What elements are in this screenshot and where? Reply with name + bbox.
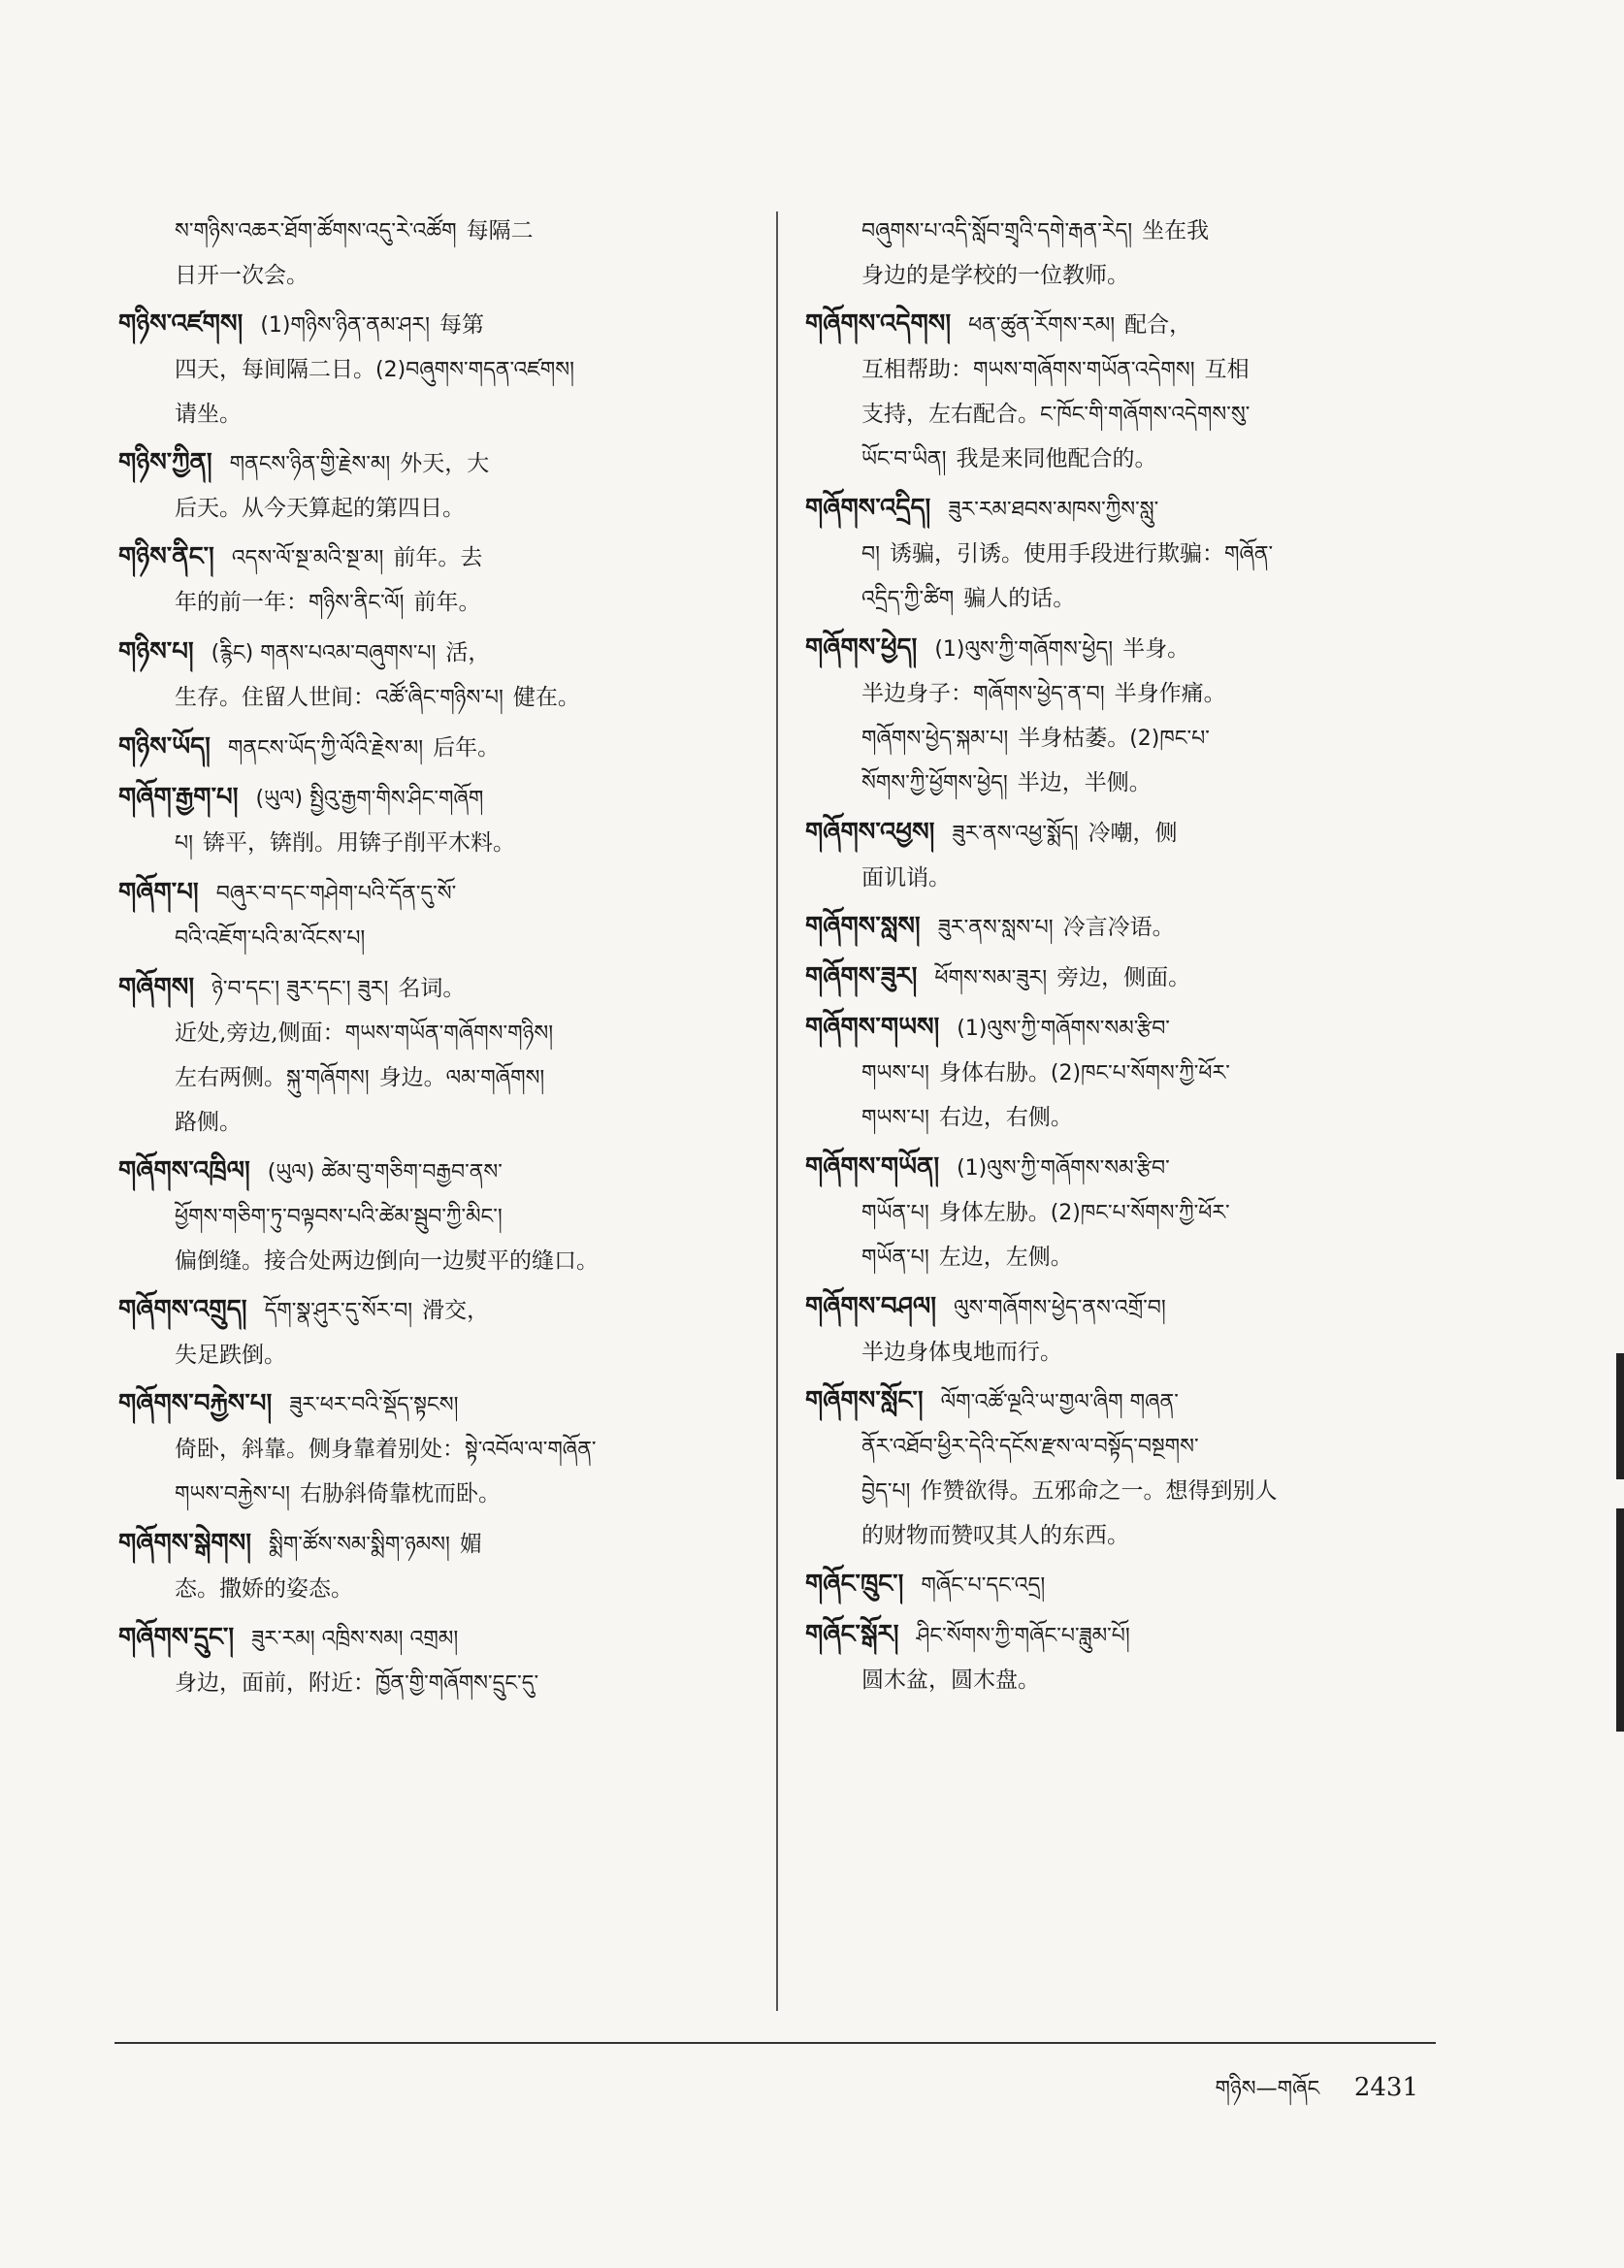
entry-line (118, 1472, 739, 1516)
chinese-gloss: 偏倒缝。接合处两边倒向一边熨平的缝口。 (175, 1248, 599, 1274)
chinese-gloss: 我是来同他配合的。 (956, 446, 1157, 471)
chinese-gloss: 冷嘲，侧 (1088, 821, 1178, 846)
headword: གཞོགས་གཡས། (805, 1013, 940, 1042)
entry-line (805, 487, 1445, 532)
entry-line (118, 1288, 739, 1333)
tibetan-definition: བཞུར་བ་དང་གཤེག་པའི་དོན་དུ་སོ་ (215, 882, 457, 906)
column-divider (776, 211, 778, 2011)
entry-line (118, 871, 739, 916)
chinese-gloss: 名词。 (398, 976, 466, 1001)
dictionary-entry (805, 1006, 1445, 1140)
chinese-gloss: 后年。 (433, 735, 501, 761)
tibetan-definition: འཚོ་ཞིང་གཉིས་པ། (375, 686, 503, 710)
dictionary-entry (805, 303, 1445, 481)
tibetan-definition: ཟུར་རམ། འཁྲིས་སམ། འགྲམ། (251, 1627, 459, 1651)
entry-line (118, 1567, 739, 1610)
entry-line (118, 1382, 739, 1427)
tibetan-definition: ཕན་ཚུན་རོགས་རམ། (968, 313, 1116, 338)
entry-line (805, 1051, 1445, 1095)
entry-line (805, 1285, 1445, 1330)
headword: གཉིས་པ། (118, 637, 194, 666)
tibetan-definition: (2)བཞུགས་གདན་འཛགས། (375, 358, 574, 382)
running-head-text: གཉིས—གཞོང (1215, 2077, 1320, 2101)
tibetan-definition: གནངས་ཉིན་གྱི་རྗེས་མ། (229, 452, 391, 476)
chinese-gloss: 圆木盆，圆木盘。 (861, 1668, 1040, 1693)
tibetan-definition: ཕྱོགས་གཅིག་ཏུ་བལྟབས་པའི་ཚེམ་སྦུབ་ཀྱི་མིང་། (175, 1205, 503, 1229)
chinese-gloss: 半边身子： (861, 681, 973, 706)
tibetan-definition: དོག་སྣ་ཤུར་དུ་སོར་བ། (264, 1299, 413, 1323)
chinese-gloss: 日开一次会。 (175, 263, 309, 288)
tibetan-definition: (2)ཁང་པ་སོགས་ཀྱི་ཕོར་ (1050, 1061, 1230, 1085)
tibetan-definition: ལོག་འཚོ་ལྔའི་ཡ་གྱལ་ཞིག གཞན་ (940, 1390, 1179, 1414)
headword: གཞོགས་འདེགས། (805, 309, 952, 339)
entry-line (118, 1333, 739, 1377)
entry-line (805, 1190, 1445, 1235)
chinese-gloss: 诱骗，引诱。使用手段进行欺骗： (890, 541, 1224, 567)
headword: གཞོགས་འགྲུད། (118, 1295, 247, 1324)
chinese-gloss: 活， (445, 640, 491, 665)
tibetan-definition: གཡས་པ། (861, 1106, 929, 1130)
entry-line (118, 1661, 739, 1705)
dictionary-entry (118, 1522, 739, 1610)
dictionary-entry (118, 1288, 739, 1377)
chinese-gloss: 倚卧，斜靠。侧身靠着别处： (175, 1437, 465, 1462)
chinese-gloss: 互相帮助： (861, 357, 973, 382)
tibetan-definition: གཡས་བརྐྱེས་པ། (175, 1482, 290, 1507)
chinese-gloss: 后天。从今天算起的第四日。 (175, 496, 465, 521)
entry-line (805, 437, 1445, 481)
dictionary-entry (118, 776, 739, 865)
chinese-gloss: 前年。 (413, 590, 481, 615)
tibetan-definition: (1)ལུས་ཀྱི་གཞོགས་སམ་རྩིབ་ (957, 1017, 1170, 1041)
entry-line (805, 347, 1445, 392)
entry-line (805, 856, 1445, 899)
chinese-gloss: 坐在我 (1142, 218, 1210, 243)
page-number: 2431 (1353, 2073, 1418, 2102)
headword: གཞོགས་ཕྱེད། (805, 633, 918, 663)
entry-line (805, 1613, 1445, 1658)
dictionary-entry (805, 1146, 1445, 1280)
tibetan-definition: བྱེད་པ། (861, 1479, 911, 1504)
chinese-gloss: 媚 (459, 1532, 482, 1557)
chinese-gloss: 前年。去 (393, 545, 483, 570)
dictionary-entry (118, 966, 739, 1144)
headword: གཞོང་སྒོར། (805, 1620, 899, 1649)
entry-line (118, 486, 739, 530)
dictionary-entry (118, 209, 739, 297)
entry-line (118, 776, 739, 821)
tibetan-definition: འདས་ལོ་སྔ་མའི་སྔ་མ། (231, 546, 384, 570)
entry-line (805, 532, 1445, 576)
tibetan-definition: ཡོང་བ་ཡིན། (861, 447, 947, 471)
chinese-gloss: 四天，每间隔二日。 (175, 357, 375, 382)
chinese-gloss: 半身枯萎。 (1018, 726, 1130, 751)
tibetan-definition: ནོར་འཐོབ་ཕྱིར་དེའི་དངོས་རྫས་ལ་བསྟོད་བསྔགས་ (861, 1435, 1199, 1459)
entry-line (805, 671, 1445, 716)
headword: གཞོགས་སློང་། (805, 1386, 924, 1415)
tibetan-definition: གཡས་པ། (861, 1061, 929, 1085)
headword: གཞོགས་སླས། (805, 912, 921, 941)
chinese-gloss: 半身作痛。 (1114, 681, 1226, 706)
chinese-gloss: 左右两侧。 (175, 1065, 286, 1090)
chinese-gloss: 互相 (1204, 357, 1250, 382)
chinese-gloss: 滑交， (422, 1298, 490, 1323)
headword: གཞོག་རྒྱག་པ། (118, 783, 239, 812)
tibetan-definition: (2)ཁང་པ་སོགས་ཀྱི་ཕོར་ (1050, 1201, 1230, 1225)
entry-line (118, 347, 739, 392)
headword: གཞོགས་ཟུར། (805, 962, 918, 991)
entry-line (118, 966, 739, 1011)
headword: གཞོགས། (118, 973, 195, 1002)
tibetan-definition: གཉིས་ནིང་ལོ། (309, 591, 405, 615)
dictionary-entry (805, 905, 1445, 950)
chinese-gloss: 半边身体曳地而行。 (861, 1340, 1062, 1365)
tibetan-definition: ཕོགས་སམ་ཟུར། (934, 966, 1048, 990)
edge-mark (1616, 1353, 1624, 1479)
entry-line (805, 1146, 1445, 1190)
headword: གཞོགས་སྒེགས། (118, 1529, 251, 1558)
chinese-gloss: 失足跌倒。 (175, 1343, 286, 1368)
entry-line (805, 1563, 1445, 1607)
tibetan-definition: གཞོགས་ཕྱེད་ན་བ། (973, 682, 1105, 706)
chinese-gloss: 年的前一年： (175, 590, 309, 615)
dictionary-entry (118, 726, 739, 770)
entry-line (118, 1427, 739, 1472)
entry-line (805, 1469, 1445, 1513)
tibetan-definition: སྨིག་ཚོས་སམ་སྨིག་ཉམས། (269, 1533, 450, 1557)
tibetan-definition: ཉེ་བ་དང་། ཟུར་དང་། ཟུར། (211, 977, 389, 1001)
tibetan-definition: གཡས་གཡོན་གཞོགས་གཉིས། (344, 1021, 554, 1046)
tibetan-definition: གཞོང་པ་དང་འདྲ། (921, 1573, 1046, 1598)
headword: གཞོགས་གཡོན། (805, 1152, 940, 1182)
tibetan-definition: (རྙིང) གནས་པའམ་བཞུགས་པ། (211, 641, 437, 665)
entry-line (805, 1006, 1445, 1051)
chinese-gloss: 作赞欲得。五邪命之一。想得到别人 (920, 1478, 1278, 1504)
tibetan-definition: ས་གཉིས་འཆར་ཐོག་ཚོགས་འདུ་རེ་འཚོག (175, 219, 457, 243)
dictionary-entry (805, 956, 1445, 1000)
tibetan-definition: སོགས་ཀྱི་ཕྱོགས་ཕྱེད། (861, 771, 1008, 795)
tibetan-definition: ཟུར་རམ་ཐབས་མཁས་ཀྱིས་སླུ་ (948, 498, 1159, 522)
entry-line (118, 1055, 739, 1100)
chinese-gloss: 身体右胁。 (938, 1060, 1051, 1085)
chinese-gloss: 半边，半侧。 (1017, 770, 1152, 795)
chinese-gloss: 每隔二 (466, 218, 534, 243)
entry-line (805, 1235, 1445, 1280)
entry-line (805, 253, 1445, 297)
tibetan-definition: བ། (861, 542, 880, 567)
entry-line (118, 303, 739, 347)
dictionary-entry (805, 1563, 1445, 1607)
entry-line (118, 1011, 739, 1055)
entry-line (118, 1616, 739, 1661)
chinese-gloss: 路侧。 (175, 1110, 242, 1135)
chinese-gloss: 近处,旁边,侧面： (175, 1021, 345, 1046)
tibetan-definition: གཡོན་པ། (861, 1246, 929, 1270)
headword: གཞོང་ཁྲུང་། (805, 1570, 904, 1599)
headword: གཞོགས་དྲུང་། (118, 1623, 235, 1652)
chinese-gloss: 半身。 (1122, 636, 1190, 662)
chinese-gloss: 面讥诮。 (861, 865, 951, 891)
entry-line (118, 392, 739, 436)
tibetan-definition: གཞོན་ (1224, 542, 1274, 567)
entry-line (805, 627, 1445, 671)
chinese-gloss: 旁边，侧面。 (1056, 965, 1191, 990)
chinese-gloss: 骗人的话。 (963, 586, 1076, 611)
headword: གཞོག་པ། (118, 878, 199, 907)
chinese-gloss: 每第 (438, 312, 484, 338)
tibetan-definition: (1)ལུས་ཀྱི་གཞོགས་སམ་རྩིབ་ (957, 1156, 1170, 1181)
tibetan-definition: སྐུ་གཞོགས། (286, 1066, 370, 1090)
dictionary-entry (118, 871, 739, 960)
chinese-gloss: 身边，面前，附近： (175, 1670, 375, 1696)
entry-line (118, 1150, 739, 1194)
tibetan-definition: ལུས་གཞོགས་ཕྱེད་ནས་འགྲོ་བ། (954, 1296, 1166, 1320)
dictionary-entry (805, 1379, 1445, 1557)
tibetan-definition: ཟུར་ནས་སླས་པ། (937, 916, 1054, 940)
right-column (805, 209, 1445, 1707)
dictionary-entry (118, 303, 739, 436)
chinese-gloss: 右胁斜倚靠枕而卧。 (299, 1481, 501, 1507)
tibetan-definition: འདྲིད་ཀྱི་ཚིག (861, 587, 955, 611)
headword: གཉིས་ནིང་། (118, 542, 214, 571)
chinese-gloss: 健在。 (512, 685, 580, 710)
tibetan-definition: ཁྱོན་གྱི་གཞོགས་དྲུང་དུ་ (375, 1671, 539, 1696)
tibetan-definition: གཡས་གཞོགས་གཡོན་འདེགས། (973, 358, 1195, 382)
chinese-gloss: 身边。 (378, 1065, 446, 1090)
chinese-gloss: 生存。住留人世间： (175, 685, 375, 710)
tibetan-definition: (ཡུལ) སྤྱིའུ་རྒྱག་གིས་ཤིང་གཞོག (255, 787, 484, 811)
entry-line (118, 1194, 739, 1239)
entry-line (118, 821, 739, 865)
entry-line (805, 956, 1445, 1000)
entry-line (118, 1100, 739, 1144)
entry-line (118, 580, 739, 625)
entry-line (805, 1095, 1445, 1140)
chinese-gloss: 外天，大 (400, 451, 490, 476)
headword: གཞོགས་བརྐྱེས་པ། (118, 1389, 273, 1418)
tibetan-definition: གཞོགས་ཕྱེད་སྐམ་པ། (861, 727, 1009, 751)
chinese-gloss: 锛平，锛削。用锛子削平木料。 (203, 830, 515, 856)
dictionary-entry (118, 1382, 739, 1516)
edge-mark (1616, 1508, 1624, 1732)
entry-line (118, 209, 739, 253)
entry-line (805, 1513, 1445, 1557)
entry-line (118, 1239, 739, 1282)
dictionary-entry (805, 209, 1445, 297)
chinese-gloss: 态。撒娇的姿态。 (175, 1576, 353, 1602)
chinese-gloss: 右边，右侧。 (938, 1105, 1073, 1130)
chinese-gloss: 支持，左右配合。 (861, 402, 1040, 427)
tibetan-definition: སྟེ་འབོལ་ལ་གཞོན་ (465, 1438, 597, 1462)
tibetan-definition: བའི་འཇོག་པའི་མ་འོངས་པ། (175, 926, 366, 951)
entry-line (805, 1424, 1445, 1469)
running-head (1215, 2064, 1418, 2124)
entry-line (805, 392, 1445, 437)
dictionary-entry (805, 1613, 1445, 1701)
dictionary-entry (118, 441, 739, 530)
tibetan-definition: (1)ལུས་ཀྱི་གཞོགས་ཕྱེད། (934, 637, 1114, 662)
headword: གཞོགས་བཤལ། (805, 1292, 937, 1321)
chinese-gloss: 身体左胁。 (938, 1200, 1051, 1225)
entry-line (805, 303, 1445, 347)
tibetan-definition: གནངས་ཡོད་ཀྱི་ལོའི་རྗེས་མ། (227, 736, 424, 761)
entry-line (118, 1522, 739, 1567)
dictionary-entry (118, 631, 739, 720)
entry-line (118, 726, 739, 770)
chinese-gloss: 请坐。 (175, 402, 242, 427)
headword: གཞོགས་འཕྱས། (805, 818, 935, 847)
tibetan-definition: ཟུར་ཕར་བའི་སྡོད་སྟངས། (289, 1393, 459, 1417)
tibetan-definition: ཟུར་ནས་འཕྱ་སྨོད། (952, 822, 1079, 846)
footer-rule (114, 2042, 1436, 2044)
tibetan-definition: གཡོན་པ། (861, 1201, 929, 1225)
entry-line (118, 631, 739, 675)
tibetan-definition: (1)གཉིས་ཉིན་ནམ་ཤར། (260, 313, 430, 338)
left-column (118, 209, 739, 1711)
tibetan-definition: (ཡུལ) ཚེམ་བུ་གཅིག་བརྒྱབ་ནས་ (267, 1160, 503, 1184)
chinese-gloss: 配合， (1124, 312, 1192, 338)
tibetan-definition: ཤིང་སོགས་ཀྱི་གཞོང་པ་ཟླུམ་པོ། (916, 1624, 1130, 1648)
headword: གཉིས་ཀྱིན། (118, 448, 212, 477)
chinese-gloss: 的财物而赞叹其人的东西。 (861, 1523, 1129, 1548)
tibetan-definition: པ། (175, 831, 193, 856)
tibetan-definition: ལམ་གཞོགས། (445, 1066, 545, 1090)
entry-line (118, 253, 739, 297)
entry-line (805, 716, 1445, 761)
dictionary-entry (805, 811, 1445, 899)
dictionary-entry (118, 535, 739, 625)
entry-line (118, 441, 739, 486)
dictionary-entry (118, 1616, 739, 1705)
entry-line (805, 576, 1445, 621)
dictionary-entry (118, 1150, 739, 1282)
entry-line (118, 916, 739, 960)
tibetan-definition: (2)ཁང་པ་ (1129, 727, 1210, 751)
entry-line (805, 811, 1445, 856)
tibetan-definition: ང་ཁོང་གི་གཞོགས་འདེགས་སུ་ (1040, 403, 1250, 427)
dictionary-entry (805, 487, 1445, 621)
headword: གཉིས་འཛགས། (118, 309, 244, 339)
entry-line (805, 209, 1445, 253)
entry-line (118, 535, 739, 580)
entry-line (805, 1658, 1445, 1701)
chinese-gloss: 左边，左侧。 (938, 1245, 1073, 1270)
dictionary-entry (805, 627, 1445, 805)
headword: གཞོགས་འཁྲིལ། (118, 1156, 250, 1185)
tibetan-definition: བཞུགས་པ་འདི་སློབ་གྲྭའི་དགེ་རྒན་རེད། (861, 219, 1133, 243)
entry-line (805, 905, 1445, 950)
entry-line (805, 1379, 1445, 1424)
headword: གཉིས་ཡོད། (118, 732, 211, 761)
entry-line (805, 761, 1445, 805)
dictionary-entry (805, 1285, 1445, 1374)
headword: གཞོགས་འདྲིད། (805, 494, 931, 523)
chinese-gloss: 冷言冷语。 (1062, 915, 1175, 940)
entry-line (118, 675, 739, 720)
entry-line (805, 1330, 1445, 1374)
chinese-gloss: 身边的是学校的一位教师。 (861, 263, 1129, 288)
